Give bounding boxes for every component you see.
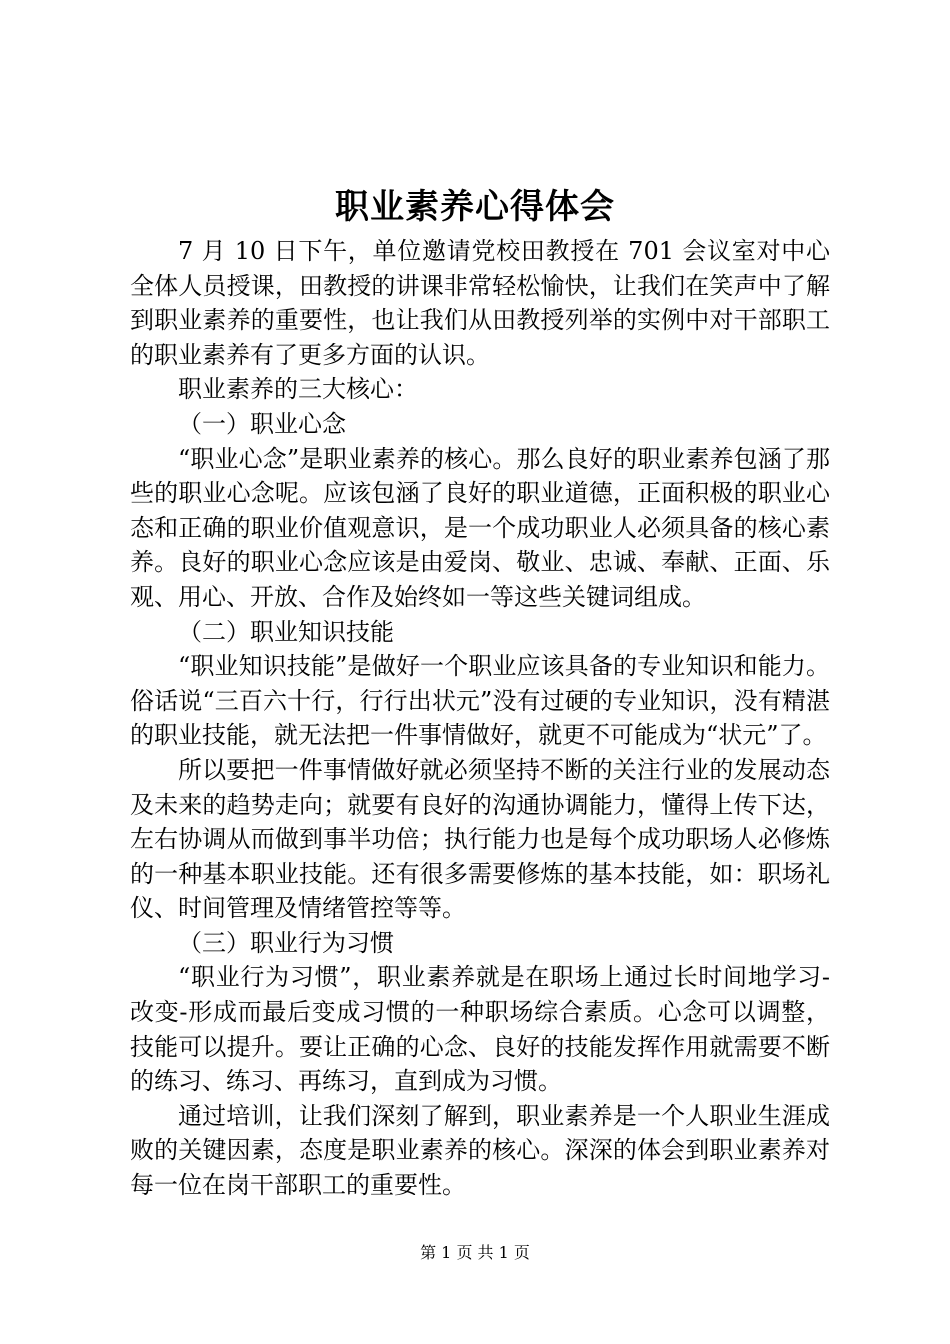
page-footer: 第 1 页 共 1 页 (420, 1243, 530, 1262)
document-body (130, 234, 830, 1203)
section-heading-1: （一）职业心念 (178, 409, 346, 438)
paragraph-section-2a: “职业知识技能”是做好一个职业应该具备的专业知识和能力。俗话说“三百六十行，行行出状元”没有过硬的专业知识，没有精湛的职业技能，就无法把一件事情做好，就更不可能成为“状元”了。 (130, 652, 830, 750)
paragraph-section-2b: 所以要把一件事情做好就必须坚持不断的关注行业的发展动态及未来的趋势走向；就要有良好的沟通协调能力，懂得上传下达，左右协调从而做到事半功倍；执行能力也是每个成功职场人必修炼的一种基本职业技能。还有很多需要修炼的基本技能，如：职场礼仪、时间管理及情绪管控等等。 (130, 755, 830, 923)
section-heading-3: （三）职业行为习惯 (178, 928, 394, 957)
section-heading-2: （二）职业知识技能 (178, 617, 394, 646)
paragraph-section-1: “职业心念”是职业素养的核心。那么良好的职业素养包涵了那些的职业心念呢。应该包涵了良好的职业道德，正面积极的职业心态和正确的职业价值观意识，是一个成功职业人必须具备的核心素养。良好的职业心念应该是由爱岗、敬业、忠诚、奉献、正面、乐观、用心、开放、合作及始终如一等这些关键词组成。 (130, 444, 830, 611)
document-title: 职业素养心得体会 (335, 187, 615, 227)
paragraph-core-heading: 职业素养的三大核心： (178, 375, 418, 404)
paragraph-intro: 7 月 10 日下午，单位邀请党校田教授在 701 会议室对中心全体人员授课，田教授的讲课非常轻松愉快，让我们在笑声中了解到职业素养的重要性，也让我们从田教授列举的实例中对干部职工的职业素养有了更多方面的认识。 (130, 237, 830, 369)
paragraph-section-3: “职业行为习惯”，职业素养就是在职场上通过长时间地学习-改变-形成而最后变成习惯的一种职场综合素质。心念可以调整，技能可以提升。要让正确的心念、良好的技能发挥作用就需要不断的练习、练习、再练习，直到成为习惯。 (130, 963, 830, 1096)
paragraph-conclusion: 通过培训，让我们深刻了解到，职业素养是一个人职业生涯成败的关键因素，态度是职业素养的核心。深深的体会到职业素养对每一位在岗干部职工的重要性。 (130, 1101, 830, 1200)
